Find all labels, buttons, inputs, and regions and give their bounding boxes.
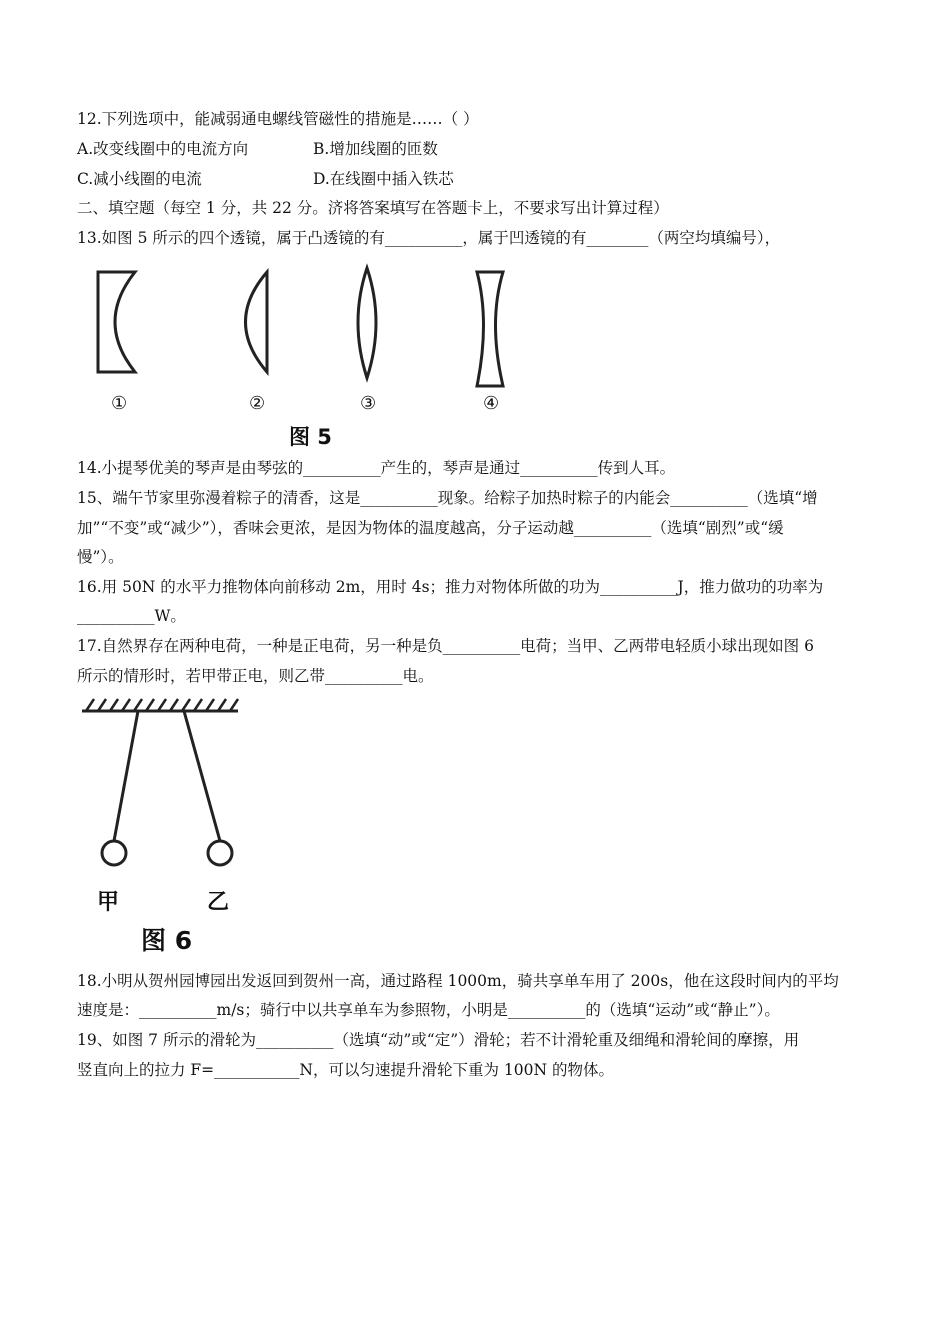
q19-line-2: 竖直向上的拉力 F=___________N，可以匀速提升滑轮下重为 100N 的物体。 bbox=[77, 1061, 614, 1079]
thread-left bbox=[114, 711, 138, 841]
lens-3-icon bbox=[358, 268, 376, 378]
ball-yi-icon bbox=[208, 841, 232, 865]
q12-option-b: B.增加线圈的匝数 bbox=[313, 140, 438, 158]
figure-5-caption: 图 5 bbox=[289, 425, 332, 449]
thread-right bbox=[184, 711, 220, 841]
q12-option-d: D.在线圈中插入铁芯 bbox=[313, 170, 454, 188]
q12-option-c: C.减小线圈的电流 bbox=[77, 170, 202, 188]
q15-line-3: 慢”）。 bbox=[77, 548, 124, 566]
q17-line-2: 所示的情形时，若甲带正电，则乙带__________电。 bbox=[77, 667, 434, 685]
q16-line-1: 16.用 50N 的水平力推物体向前移动 2m，用时 4s；推力对物体所做的功为__________J，推力做功的功率为 bbox=[77, 578, 824, 596]
q12-stem: 12.下列选项中，能减弱通电螺线管磁性的措施是……（ ） bbox=[77, 110, 479, 128]
ceiling-hatching bbox=[86, 699, 238, 711]
figure-5-lenses bbox=[80, 258, 520, 448]
lens-label-1: ① bbox=[111, 393, 128, 414]
q15-line-1: 15、端午节家里弥漫着粽子的清香，这是__________现象。给粽子加热时粽子的内能会__________（选填“增 bbox=[77, 489, 818, 507]
ball-jia-icon bbox=[102, 841, 126, 865]
lens-label-3: ③ bbox=[360, 393, 377, 414]
figure-6-charged-balls bbox=[78, 697, 258, 887]
q12-option-a: A.改变线圈中的电流方向 bbox=[77, 140, 249, 158]
ball-label-jia: 甲 bbox=[97, 890, 120, 915]
lens-2-icon bbox=[246, 272, 268, 372]
q17-line-1: 17.自然界存在两种电荷，一种是正电荷，另一种是负__________电荷；当甲、乙两带电轻质小球出现如图 6 bbox=[77, 637, 814, 655]
ball-label-yi: 乙 bbox=[207, 890, 230, 915]
q19-line-1: 19、如图 7 所示的滑轮为__________（选填“动”或“定”）滑轮；若不计滑轮重及细绳和滑轮间的摩擦，用 bbox=[77, 1031, 800, 1049]
figure-6-caption: 图 6 bbox=[141, 926, 193, 955]
q15-line-2: 加”“不变”或“减少”），香味会更浓，是因为物体的温度越高，分子运动越__________（选填“剧烈”或“缓 bbox=[77, 519, 784, 537]
q16-line-2: __________W。 bbox=[77, 607, 186, 625]
q18-line-2: 速度是：__________m/s；骑行中以共享单车为参照物，小明是__________的（选填“运动”或“静止”）。 bbox=[77, 1001, 780, 1019]
lens-1-icon bbox=[98, 272, 135, 372]
lens-4-icon bbox=[477, 272, 503, 386]
section2-title: 二、填空题（每空 1 分，共 22 分。济将答案填写在答题卡上，不要求写出计算过程） bbox=[77, 199, 669, 217]
q13-text: 13.如图 5 所示的四个透镜，属于凸透镜的有__________，属于凹透镜的有________（两空均填编号）， bbox=[77, 229, 781, 247]
lens-label-2: ② bbox=[249, 393, 266, 414]
q14-text: 14.小提琴优美的琴声是由琴弦的__________产生的，琴声是通过__________传到人耳。 bbox=[77, 459, 676, 477]
q18-line-1: 18.小明从贺州园博园出发返回到贺州一高，通过路程 1000m，骑共享单车用了 200s，他在这段时间内的平均 bbox=[77, 972, 839, 990]
lens-label-4: ④ bbox=[483, 393, 500, 414]
